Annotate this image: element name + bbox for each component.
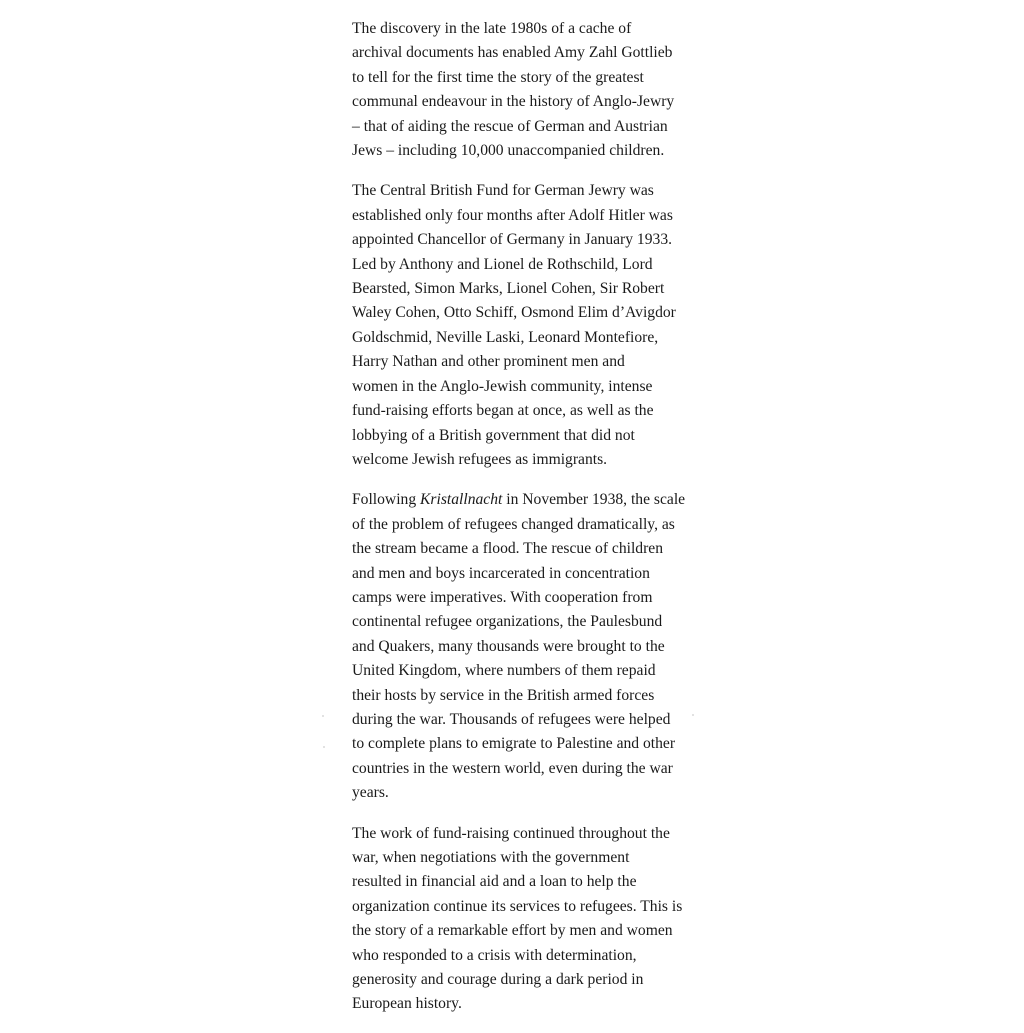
text-line: The Central British Fund for German Jewry was [352,182,654,200]
scan-speck [323,746,325,748]
paragraph-central-british-fund [352,179,692,472]
text-line: The work of fund-raising continued throughout the [352,824,670,842]
text-line: Bearsted, Simon Marks, Lionel Cohen, Sir Robert [352,280,665,298]
text-line [352,488,692,512]
text-line: of the problem of refugees changed dramatically, as [352,515,675,533]
text-line: to complete plans to emigrate to Palestine and other [352,735,676,753]
text-line: who responded to a crisis with determination, [352,946,637,964]
text-line: and men and boys incarcerated in concentration [352,564,650,582]
text-line: lobbying of a British government that did not [352,426,635,444]
italic-term: Kristallnacht [420,491,503,509]
paragraph-fund-raising [352,822,692,1017]
text-line: The discovery in the late 1980s of a cache of [352,20,632,37]
text-line: the story of a remarkable effort by men and women [352,922,673,940]
text-line: to tell for the first time the story of the greatest [352,68,644,86]
text-line: Jews – including 10,000 unaccompanied children. [352,142,665,160]
text-line: communal endeavour in the history of Anglo-Jewry [352,93,675,111]
text-line: generosity and courage during a dark period in [352,971,644,989]
text-line: – that of aiding the rescue of German and Austrian [352,117,668,135]
text-line: established only four months after Adolf Hitler was [352,206,673,224]
text-run: Following [352,491,421,509]
text-line: continental refugee organizations, the Paulesbund [352,613,663,631]
text-line: their hosts by service in the British armed forces [352,686,655,704]
paragraph-kristallnacht [352,488,692,805]
text-line: years. [352,784,389,802]
text-run: in November 1938, the scale [502,491,686,509]
text-line: women in the Anglo-Jewish community, intense [352,377,653,395]
paragraph-discovery [352,17,692,163]
text-line: Waley Cohen, Otto Schiff, Osmond Elim d’Avigdor [352,304,676,322]
text-line: United Kingdom, where numbers of them repaid [352,662,656,680]
text-line: welcome Jewish refugees as immigrants. [352,450,608,468]
text-line: camps were imperatives. With cooperation from [352,588,653,606]
text-line: and Quakers, many thousands were brought to the [352,637,665,655]
text-line: war, when negotiations with the government [352,849,630,866]
text-line: organization continue its services to refugees. This is [352,897,683,915]
blurb-text [352,17,692,1033]
text-line: Harry Nathan and other prominent men and [352,353,625,371]
text-line: Led by Anthony and Lionel de Rothschild, Lord [352,255,653,273]
text-line: countries in the western world, even during the war [352,759,673,777]
text-line: the stream became a flood. The rescue of children [352,540,664,558]
text-line: Goldschmid, Neville Laski, Leonard Montefiore, [352,328,659,346]
scan-speck [322,715,324,717]
text-line: European history. [352,995,462,1013]
scan-speck [692,714,694,716]
text-line: resulted in financial aid and a loan to help the [352,873,637,891]
text-line: fund-raising efforts began at once, as well as the [352,402,654,420]
text-line: appointed Chancellor of Germany in January 1933. [352,231,673,249]
text-line: archival documents has enabled Amy Zahl Gottlieb [352,44,673,62]
text-line: during the war. Thousands of refugees were helped [352,710,671,728]
